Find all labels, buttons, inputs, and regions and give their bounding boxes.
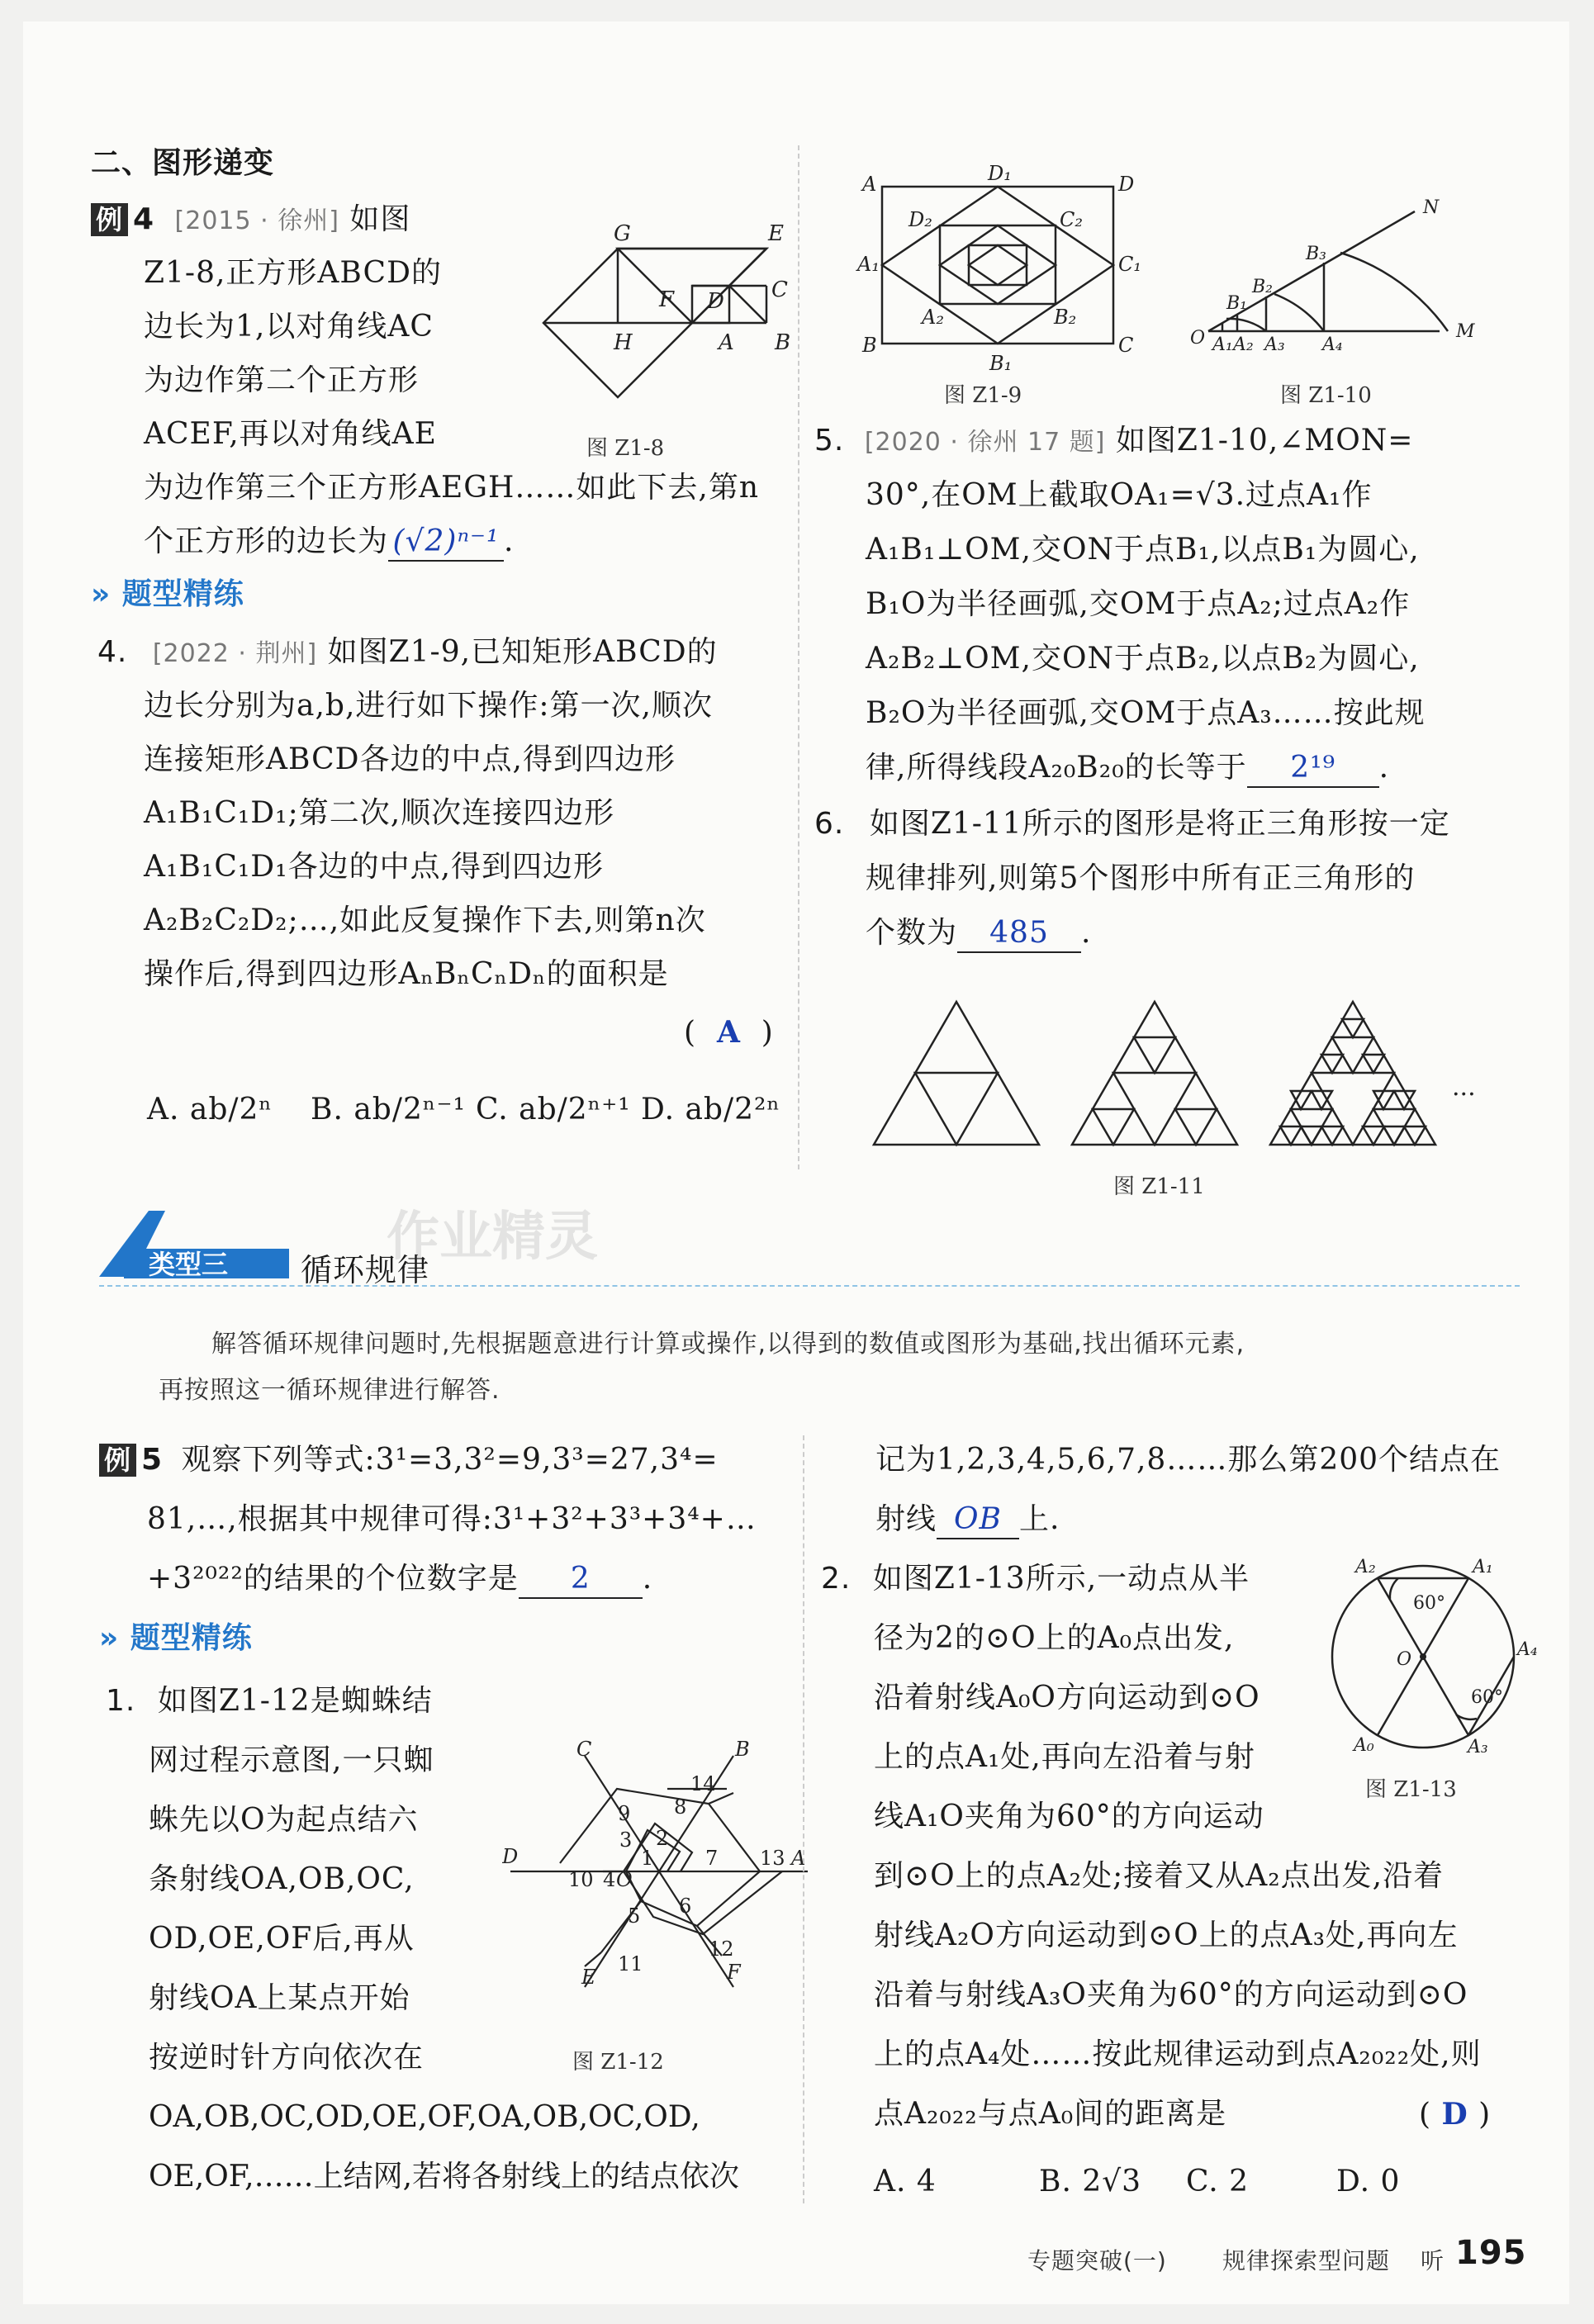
q4-line: A₂B₂C₂D₂;…,如此反复操作下去,则第n次: [144, 904, 706, 937]
q1-line1: [106, 1683, 433, 1719]
type3-intro-line: 解答循环规律问题时,先根据题意进行计算或操作,以得到的数值或图形为基础,找出循环元素,: [211, 1330, 1245, 1359]
footer-series: 专题突破(一): [1027, 2247, 1167, 2274]
q4-line1: [97, 634, 718, 672]
label-H: H: [614, 330, 633, 355]
label-C: C: [771, 277, 788, 302]
label-A1: A₁: [1212, 334, 1233, 355]
practice-heading: » 题型精练: [91, 577, 244, 611]
practice-label: 题型精练: [121, 577, 244, 611]
q6-line-last: 个数为 485 .: [866, 915, 1091, 953]
footer-listen: 听: [1421, 2247, 1445, 2274]
fig-caption: 图 Z1-8: [586, 436, 665, 461]
q2-line: 沿着与射线A₃O夹角为60°的方向运动到⊙O: [874, 1978, 1468, 2012]
header-rule: [99, 1285, 1520, 1287]
label-C2: C₂: [1060, 208, 1083, 231]
label-O: O: [1190, 328, 1206, 349]
figure-z1-9: [849, 162, 1163, 385]
label-A: A: [719, 330, 734, 355]
fig-caption: 图 Z1-10: [1280, 383, 1372, 408]
q2-line: 上的点A₁处,再向左沿着与射: [874, 1740, 1255, 1774]
label-B: B: [735, 1739, 750, 1761]
q2-line1: [821, 1561, 1250, 1597]
source-ref: [2015 · 徐州]: [174, 206, 339, 235]
label-A3: A₃: [1264, 334, 1285, 355]
q2-line: 线A₁O夹角为60°的方向运动: [874, 1800, 1264, 1833]
label-11: 11: [618, 1952, 643, 1975]
example-number: 4: [133, 202, 155, 236]
ex4-line: ACEF,再以对角线AE: [144, 417, 437, 451]
q5-text: 如图Z1-10,∠MON=: [1115, 424, 1414, 458]
label-O: O: [1397, 1649, 1412, 1670]
answer: OB: [954, 1502, 1002, 1536]
q2-line: 点A₂₀₂₂与点A₀间的距离是: [874, 2097, 1227, 2131]
q2-text: 如图Z1-13所示,一动点从半: [872, 1562, 1250, 1596]
q1-line: 蛛先以O为起点结六: [149, 1803, 419, 1837]
page: [23, 21, 1569, 2304]
label-O: O: [616, 1868, 633, 1891]
q4-line: 操作后,得到四边形AₙBₙCₙDₙ的面积是: [144, 957, 669, 991]
label-A2: A₂: [922, 306, 944, 329]
ex4-line: 为边作第二个正方形: [144, 363, 420, 397]
watermark: 作业精灵: [387, 1207, 598, 1268]
option-c: C. 2: [1186, 2165, 1250, 2198]
label-13: 13: [760, 1847, 785, 1870]
q2-line: 到⊙O上的点A₂处;接着又从A₂点出发,沿着: [874, 1859, 1445, 1893]
q4-line: A₁B₁C₁D₁;第二次,顺次连接四边形: [144, 796, 615, 830]
fig-caption: 图 Z1-13: [1365, 1777, 1457, 1802]
option-b: B. 2√3: [1039, 2165, 1142, 2198]
answer-blank: [519, 1561, 643, 1599]
label-F: F: [659, 287, 675, 312]
ex4-text: 如图: [349, 202, 411, 236]
q2-line: 沿着射线A₀O方向运动到⊙O: [874, 1681, 1260, 1715]
label-4: 4: [603, 1868, 616, 1891]
q1-line: OD,OE,OF后,再从: [149, 1922, 415, 1956]
page-number: 195: [1455, 2234, 1527, 2272]
label-B2: B₂: [1252, 277, 1273, 297]
q-number: 6.: [814, 807, 845, 841]
figure-z1-12: [502, 1739, 816, 2012]
section-title: 二、图形递变: [91, 146, 275, 180]
label-D2: D₂: [908, 208, 932, 231]
option-c: C. ab/2ⁿ⁺¹: [476, 1093, 631, 1126]
ex5-text: 观察下列等式:3¹=3,3²=9,3³=27,3⁴=: [181, 1443, 719, 1477]
q1-line: 网过程示意图,一只蜘: [149, 1743, 434, 1777]
answer: A: [716, 1015, 741, 1050]
label-C: C: [1118, 334, 1134, 357]
label-G: G: [614, 221, 631, 246]
label-C1: C₁: [1118, 253, 1141, 276]
label-3: 3: [619, 1828, 633, 1852]
q1-text: 射线: [875, 1502, 937, 1536]
label-60deg-top: 60°: [1413, 1593, 1445, 1614]
label-B1: B₁: [989, 352, 1013, 375]
q5-line: 30°,在OM上截取OA₁=√3.过点A₁作: [866, 478, 1373, 512]
label-A1: A₁: [1473, 1557, 1493, 1577]
q1-text: 如图Z1-12是蜘蛛结: [157, 1684, 433, 1718]
answer-blank: [937, 1501, 1019, 1539]
example-tag: 例: [99, 1444, 136, 1477]
label-A2: A₂: [1355, 1557, 1376, 1577]
label-10: 10: [568, 1868, 594, 1891]
practice-heading: » 题型精练: [99, 1621, 253, 1655]
q1-line: 射线OA上某点开始: [149, 1981, 410, 2015]
q2-line: 径为2的⊙O上的A₀点出发,: [874, 1621, 1235, 1655]
q5-line: B₂O为半径画弧,交OM于点A₃……按此规: [866, 696, 1426, 730]
label-E: E: [768, 221, 784, 246]
label-A: A: [862, 173, 877, 196]
label-N: N: [1423, 197, 1440, 218]
ellipsis: ...: [1452, 1073, 1476, 1102]
label-9: 9: [618, 1802, 631, 1825]
option-a: A. ab/2ⁿ: [147, 1093, 273, 1126]
example-tag: 例: [91, 203, 128, 236]
option-b: B. ab/2ⁿ⁻¹: [311, 1093, 466, 1126]
source-ref: [2022 · 荆州]: [152, 639, 318, 668]
practice-label: 题型精练: [130, 1621, 253, 1655]
q-number: 2.: [821, 1562, 852, 1596]
q-number: 1.: [106, 1684, 136, 1718]
q1-line: 按逆时针方向依次在: [149, 2041, 425, 2075]
source-ref: [2020 · 徐州 17 题]: [864, 428, 1106, 457]
ex5-line: 81,…,根据其中规律可得:3¹+3²+3³+3⁴+…: [147, 1502, 757, 1536]
label-7: 7: [705, 1847, 719, 1870]
option-d: D. 0: [1336, 2165, 1401, 2198]
type3-label: 类型三: [149, 1249, 229, 1280]
q-number: 5.: [814, 424, 845, 458]
ex5-line1: [99, 1442, 719, 1478]
label-A4: A₄: [1517, 1639, 1538, 1660]
label-A1: A₁: [857, 253, 880, 276]
fig-caption: 图 Z1-9: [944, 383, 1022, 408]
label-B: B: [775, 330, 791, 355]
footer-topic: 规律探索型问题: [1222, 2247, 1391, 2274]
q5-line: B₁O为半径画弧,交OM于点A₂;过点A₂作: [866, 587, 1411, 621]
figure-z1-10: [1175, 178, 1506, 360]
figure-z1-11: [866, 979, 1493, 1169]
q4-line: A₁B₁C₁D₁各边的中点,得到四边形: [144, 850, 605, 884]
ex4-line-last: 个正方形的边长为 (√2)ⁿ⁻¹ .: [144, 524, 514, 562]
label-A0: A₀: [1354, 1735, 1374, 1756]
q1-line: OA,OB,OC,OD,OE,OF,OA,OB,OC,OD,: [149, 2100, 700, 2134]
q6-line: 规律排列,则第5个图形中所有正三角形的: [866, 861, 1416, 895]
column-divider: [798, 145, 799, 1169]
label-A4: A₄: [1322, 334, 1343, 355]
q4-text: 如图Z1-9,已知矩形ABCD的: [327, 635, 718, 669]
label-F: F: [727, 1961, 741, 1984]
q6-text: 如图Z1-11所示的图形是将正三角形按一定: [869, 807, 1450, 841]
ex4-line: 为边作第三个正方形AEGH……如此下去,第n: [144, 471, 760, 505]
answer-blank: [388, 524, 504, 562]
label-60deg-bottom: 60°: [1471, 1687, 1503, 1708]
type3-title: 循环规律: [301, 1252, 430, 1288]
q2-answer-bracket: ( D ): [1419, 2097, 1492, 2132]
ex4-line: 边长为1,以对角线AC: [144, 310, 434, 344]
ex4-text: 个正方形的边长为: [144, 524, 389, 558]
q4-answer-bracket: ( A ): [684, 1015, 774, 1050]
q4-line: 边长分别为a,b,进行如下操作:第一次,顺次: [144, 689, 713, 723]
q5-text: 律,所得线段A₂₀B₂₀的长等于: [866, 751, 1247, 785]
q1-cont-line-last: 射线 OB 上.: [875, 1501, 1060, 1539]
label-1: 1: [641, 1847, 654, 1870]
q-number: 4.: [97, 635, 128, 669]
answer: 485: [989, 916, 1049, 950]
q6-text: 个数为: [866, 916, 958, 950]
q5-line-last: 律,所得线段A₂₀B₂₀的长等于 2¹⁹ .: [866, 750, 1389, 788]
example-4-line1: [91, 202, 410, 240]
q5-line: A₁B₁⊥OM,交ON于点B₁,以点B₁为圆心,: [866, 533, 1420, 567]
label-14: 14: [690, 1772, 716, 1795]
label-6: 6: [679, 1895, 692, 1918]
option-d: D. ab/2²ⁿ: [641, 1093, 781, 1126]
q2-line: 射线A₂O方向运动到⊙O上的点A₃处,再向左: [874, 1918, 1459, 1952]
label-A2: A₂: [1233, 334, 1254, 355]
q1-cont-line: 记为1,2,3,4,5,6,7,8……那么第200个结点在: [875, 1443, 1501, 1477]
ex5-line-last: +3²⁰²²的结果的个位数字是 2 .: [147, 1561, 652, 1599]
answer: D: [1441, 2097, 1468, 2132]
label-B1: B₁: [1226, 293, 1247, 314]
label-B: B: [862, 334, 877, 357]
q6-line1: [814, 806, 1450, 842]
type3-intro-line: 再按照这一循环规律进行解答.: [159, 1376, 500, 1405]
q1-line: 条射线OA,OB,OC,: [149, 1862, 415, 1896]
label-B3: B₃: [1306, 244, 1326, 264]
label-C: C: [576, 1739, 592, 1761]
q5-line: A₂B₂⊥OM,交ON于点B₂,以点B₂为圆心,: [866, 642, 1420, 676]
label-B2: B₂: [1054, 306, 1077, 329]
answer: (√2)ⁿ⁻¹: [392, 524, 500, 558]
answer: 2¹⁹: [1290, 751, 1336, 785]
label-8: 8: [674, 1795, 687, 1819]
label-E: E: [581, 1966, 596, 1989]
label-D: D: [1118, 173, 1135, 196]
q2-line: 上的点A₄处……按此规律运动到点A₂₀₂₂处,则: [874, 2037, 1482, 2071]
fig-caption: 图 Z1-11: [1113, 1174, 1205, 1199]
q4-line: 连接矩形ABCD各边的中点,得到四边形: [144, 742, 676, 776]
option-a: A. 4: [874, 2165, 937, 2198]
label-12: 12: [709, 1937, 734, 1961]
label-A: A: [791, 1847, 806, 1870]
ex5-text: +3²⁰²²的结果的个位数字是: [147, 1562, 519, 1596]
figure-z1-13: [1299, 1549, 1563, 1764]
label-2: 2: [656, 1827, 669, 1850]
label-D: D: [707, 289, 724, 314]
label-M: M: [1456, 321, 1475, 342]
example-number: 5: [141, 1443, 164, 1477]
label-D1: D₁: [988, 162, 1012, 185]
ex4-line: Z1-8,正方形ABCD的: [144, 256, 442, 290]
label-D: D: [502, 1845, 519, 1868]
figure-z1-8: [502, 207, 816, 447]
q5-line1: [814, 423, 1413, 461]
label-A3: A₃: [1468, 1737, 1488, 1757]
fig-caption: 图 Z1-12: [572, 2050, 664, 2075]
answer-blank: [1247, 750, 1379, 788]
answer-blank: [957, 915, 1081, 953]
q1-line: OE,OF,……上结网,若将各射线上的结点依次: [149, 2160, 740, 2194]
column-divider: [803, 1435, 804, 2203]
answer: 2: [570, 1562, 591, 1596]
label-5: 5: [628, 1904, 641, 1928]
type3-banner: [99, 1211, 297, 1285]
